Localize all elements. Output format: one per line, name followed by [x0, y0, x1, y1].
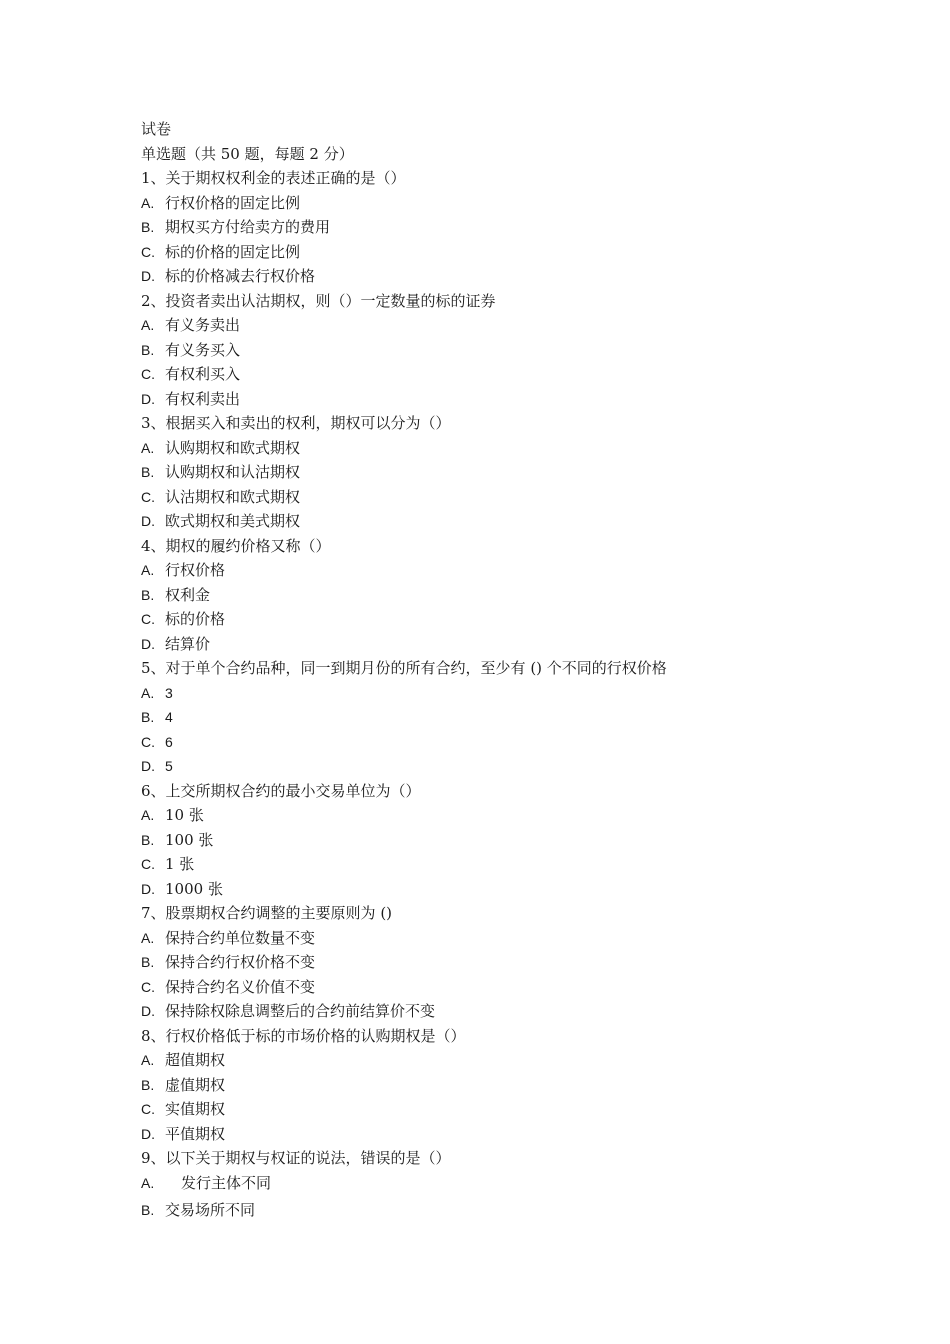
option-c — [141, 485, 821, 510]
question-stem: 8、行权价格低于标的市场价格的认购期权是（） — [141, 1026, 466, 1045]
option-d — [141, 999, 821, 1024]
option-text: 4 — [165, 709, 173, 725]
option-text: 标的价格减去行权价格 — [165, 267, 316, 285]
option-text: 3 — [165, 684, 173, 701]
option-a — [141, 926, 821, 951]
option-b — [141, 215, 821, 240]
option-letter: C. — [141, 978, 155, 995]
option-b — [141, 705, 821, 730]
option-text: 1 张 — [165, 855, 195, 873]
option-letter: B. — [141, 954, 155, 970]
option-a — [141, 558, 821, 583]
option-text: 认沽期权和欧式期权 — [165, 487, 301, 506]
option-text: 标的价格的固定比例 — [165, 242, 301, 261]
option-letter: B. — [141, 709, 155, 725]
option-text: 虚值期权 — [165, 1075, 226, 1094]
option-text: 认购期权和认沽期权 — [165, 463, 301, 481]
option-text: 发行主体不同 — [181, 1173, 272, 1192]
option-text: 平值期权 — [165, 1124, 226, 1143]
option-d — [141, 1122, 821, 1147]
option-c — [141, 1097, 821, 1122]
option-d — [141, 264, 821, 289]
option-letter: A. — [141, 807, 155, 823]
question-stem: 4、期权的履约价格又称（） — [141, 536, 331, 555]
option-letter: A. — [141, 1174, 155, 1191]
question — [141, 166, 821, 289]
option-c — [141, 852, 821, 877]
option-d — [141, 877, 821, 902]
option-text: 有权利买入 — [165, 365, 241, 383]
option-letter: A. — [141, 1052, 155, 1068]
option-b — [141, 338, 821, 363]
option-letter: B. — [141, 341, 155, 358]
option-b — [141, 950, 821, 975]
option-text: 权利金 — [165, 585, 211, 604]
question — [141, 656, 821, 779]
option-letter: C. — [141, 733, 155, 750]
option-letter: B. — [141, 219, 155, 235]
option-a — [141, 803, 821, 828]
option-letter: B. — [141, 464, 155, 480]
question — [141, 1024, 821, 1147]
question-stem: 9、以下关于期权与权证的说法，错误的是（） — [141, 1149, 451, 1167]
option-text: 保持合约单位数量不变 — [165, 928, 316, 947]
question — [141, 779, 821, 902]
option-letter: B. — [141, 1076, 155, 1093]
option-text: 有义务买入 — [165, 340, 241, 359]
option-letter: B. — [141, 831, 155, 848]
option-b — [141, 1073, 821, 1098]
option-letter: C. — [141, 1101, 155, 1117]
option-text: 5 — [165, 758, 173, 774]
option-letter: B. — [141, 586, 155, 603]
option-c — [141, 975, 821, 1000]
option-text: 保持合约名义价值不变 — [165, 977, 316, 996]
question-stem: 2、投资者卖出认沽期权，则（）一定数量的标的证券 — [141, 291, 496, 310]
option-text: 保持除权除息调整后的合约前结算价不变 — [165, 1002, 436, 1020]
option-text: 保持合约行权价格不变 — [165, 953, 316, 971]
option-b — [141, 1198, 821, 1223]
option-letter: D. — [141, 1125, 155, 1142]
question-stem: 3、根据买入和卖出的权利，期权可以分为（） — [141, 414, 451, 432]
question-stem: 6、上交所期权合约的最小交易单位为（） — [141, 781, 421, 800]
doc-title: 试卷 — [141, 120, 172, 138]
option-text: 6 — [165, 733, 173, 750]
option-text: 标的价格 — [165, 610, 226, 628]
option-letter: D. — [141, 513, 155, 529]
option-text: 欧式期权和美式期权 — [165, 512, 301, 530]
option-text: 交易场所不同 — [165, 1201, 256, 1219]
option-text: 10 张 — [165, 806, 204, 824]
option-letter: C. — [141, 488, 155, 505]
exam-page — [141, 117, 821, 1223]
option-d — [141, 387, 821, 412]
option-b — [141, 583, 821, 608]
question-stem: 1、关于期权权利金的表述正确的是（） — [141, 169, 406, 187]
option-d — [141, 632, 821, 657]
option-d — [141, 509, 821, 534]
question — [141, 1146, 821, 1223]
option-letter: A. — [141, 317, 155, 333]
option-text: 100 张 — [165, 830, 214, 849]
option-letter: C. — [141, 611, 155, 627]
question-stem: 7、股票期权合约调整的主要原则为 () — [141, 904, 393, 922]
option-b — [141, 460, 821, 485]
option-letter: B. — [141, 1202, 155, 1218]
option-a — [141, 1048, 821, 1073]
option-text: 超值期权 — [165, 1051, 226, 1069]
option-letter: D. — [141, 635, 155, 652]
option-d — [141, 754, 821, 779]
option-letter: D. — [141, 880, 155, 897]
option-letter: D. — [141, 1003, 155, 1019]
option-text: 实值期权 — [165, 1100, 226, 1118]
option-letter: A. — [141, 194, 155, 211]
option-letter: D. — [141, 268, 155, 284]
option-text: 期权买方付给卖方的费用 — [165, 218, 331, 236]
option-letter: D. — [141, 758, 155, 774]
question — [141, 901, 821, 1024]
question — [141, 411, 821, 534]
option-a — [141, 436, 821, 461]
option-letter: A. — [141, 439, 155, 456]
option-b — [141, 828, 821, 853]
question-stem: 5、对于单个合约品种，同一到期月份的所有合约，至少有 () 个不同的行权价格 — [141, 659, 667, 677]
option-a — [141, 313, 821, 338]
question — [141, 289, 821, 412]
option-text: 有义务卖出 — [165, 316, 241, 334]
option-letter: A. — [141, 929, 155, 946]
option-c — [141, 240, 821, 265]
section-heading: 单选题（共 50 题，每题 2 分） — [141, 144, 354, 163]
option-letter: A. — [141, 562, 155, 578]
option-letter: D. — [141, 390, 155, 407]
option-text: 有权利卖出 — [165, 389, 241, 408]
option-text: 结算价 — [165, 634, 211, 653]
option-text: 行权价格的固定比例 — [165, 193, 301, 212]
option-c — [141, 607, 821, 632]
option-text: 1000 张 — [165, 879, 223, 898]
option-letter: C. — [141, 856, 155, 872]
option-a — [141, 681, 821, 706]
option-letter: A. — [141, 684, 155, 701]
option-c — [141, 730, 821, 755]
option-c — [141, 362, 821, 387]
option-text: 认购期权和欧式期权 — [165, 438, 301, 457]
option-letter: C. — [141, 366, 155, 382]
option-a — [141, 1171, 821, 1196]
option-text: 行权价格 — [165, 561, 226, 579]
option-a — [141, 191, 821, 216]
option-letter: C. — [141, 243, 155, 260]
question — [141, 534, 821, 657]
